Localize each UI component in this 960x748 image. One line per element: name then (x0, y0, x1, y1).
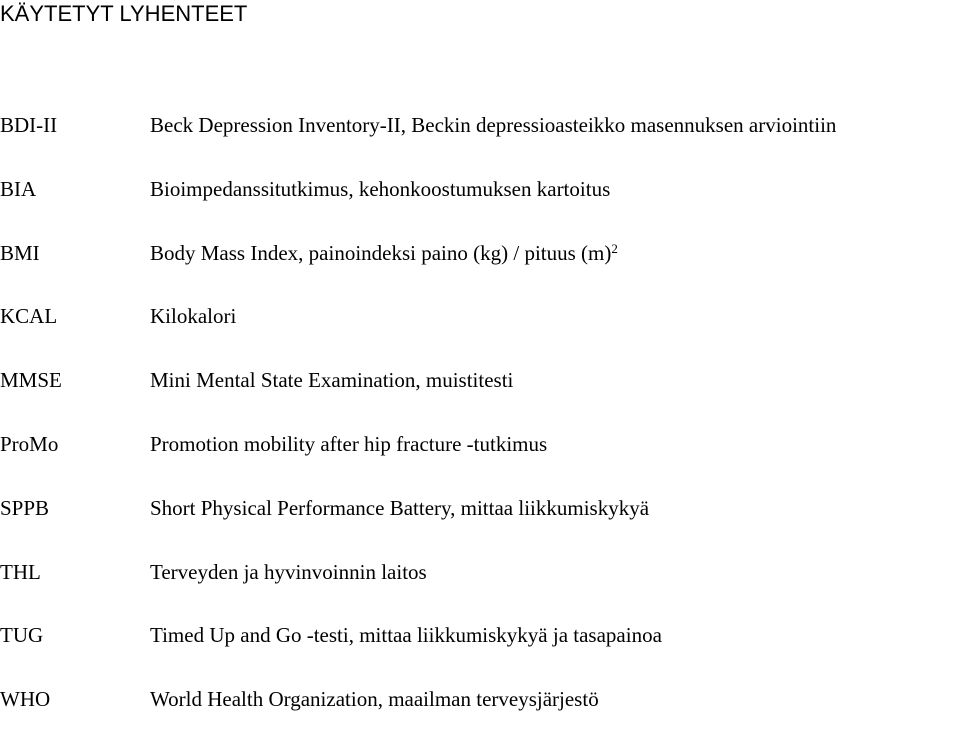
abbreviation-list (0, 110, 960, 748)
abbreviation-definition: Promotion mobility after hip fracture -tutkimus (150, 431, 548, 456)
page-title: KÄYTETYT LYHENTEET (0, 1, 248, 26)
abbreviation-definition: Short Physical Performance Battery, mittaa liikkumiskykyä (150, 495, 650, 520)
abbreviation-row (0, 365, 960, 429)
abbreviation-term: BMI (0, 240, 40, 265)
abbreviation-term: WHO (0, 687, 51, 712)
abbreviation-row (0, 557, 960, 621)
abbreviation-term: KCAL (0, 304, 58, 329)
abbreviation-definition: World Health Organization, maailman terveysjärjestö (150, 687, 599, 712)
abbreviation-row (0, 684, 960, 748)
abbreviation-definition: Terveyden ja hyvinvoinnin laitos (150, 559, 427, 584)
abbreviation-row (0, 110, 960, 174)
abbreviation-term: SPPB (0, 495, 50, 520)
abbreviation-term: BIA (0, 176, 37, 201)
abbreviation-term: THL (0, 559, 41, 584)
abbreviation-definition: Body Mass Index, painoindeksi paino (kg) / pituus (m) (150, 240, 612, 265)
abbreviation-row (0, 301, 960, 365)
abbreviation-definition-container (150, 238, 618, 268)
abbreviation-row (0, 493, 960, 557)
abbreviation-row (0, 429, 960, 493)
abbreviation-definition: Beck Depression Inventory-II, Beckin depressioasteikko masennuksen arviointiin (150, 113, 837, 137)
abbreviation-term: ProMo (0, 431, 59, 456)
abbreviation-term: BDI-II (0, 113, 58, 137)
abbreviation-definition: Mini Mental State Examination, muistitesti (150, 368, 514, 393)
abbreviation-row (0, 174, 960, 238)
abbreviation-definition: Kilokalori (150, 304, 237, 329)
abbreviation-row (0, 238, 960, 302)
abbreviation-definition: Bioimpedanssitutkimus, kehonkoostumuksen kartoitus (150, 176, 611, 201)
abbreviation-definition: Timed Up and Go -testi, mittaa liikkumiskykyä ja tasapainoa (150, 623, 662, 648)
abbreviation-term: MMSE (0, 368, 62, 393)
abbreviation-term: TUG (0, 623, 44, 648)
superscript: 2 (611, 240, 618, 256)
abbreviation-row (0, 620, 960, 684)
